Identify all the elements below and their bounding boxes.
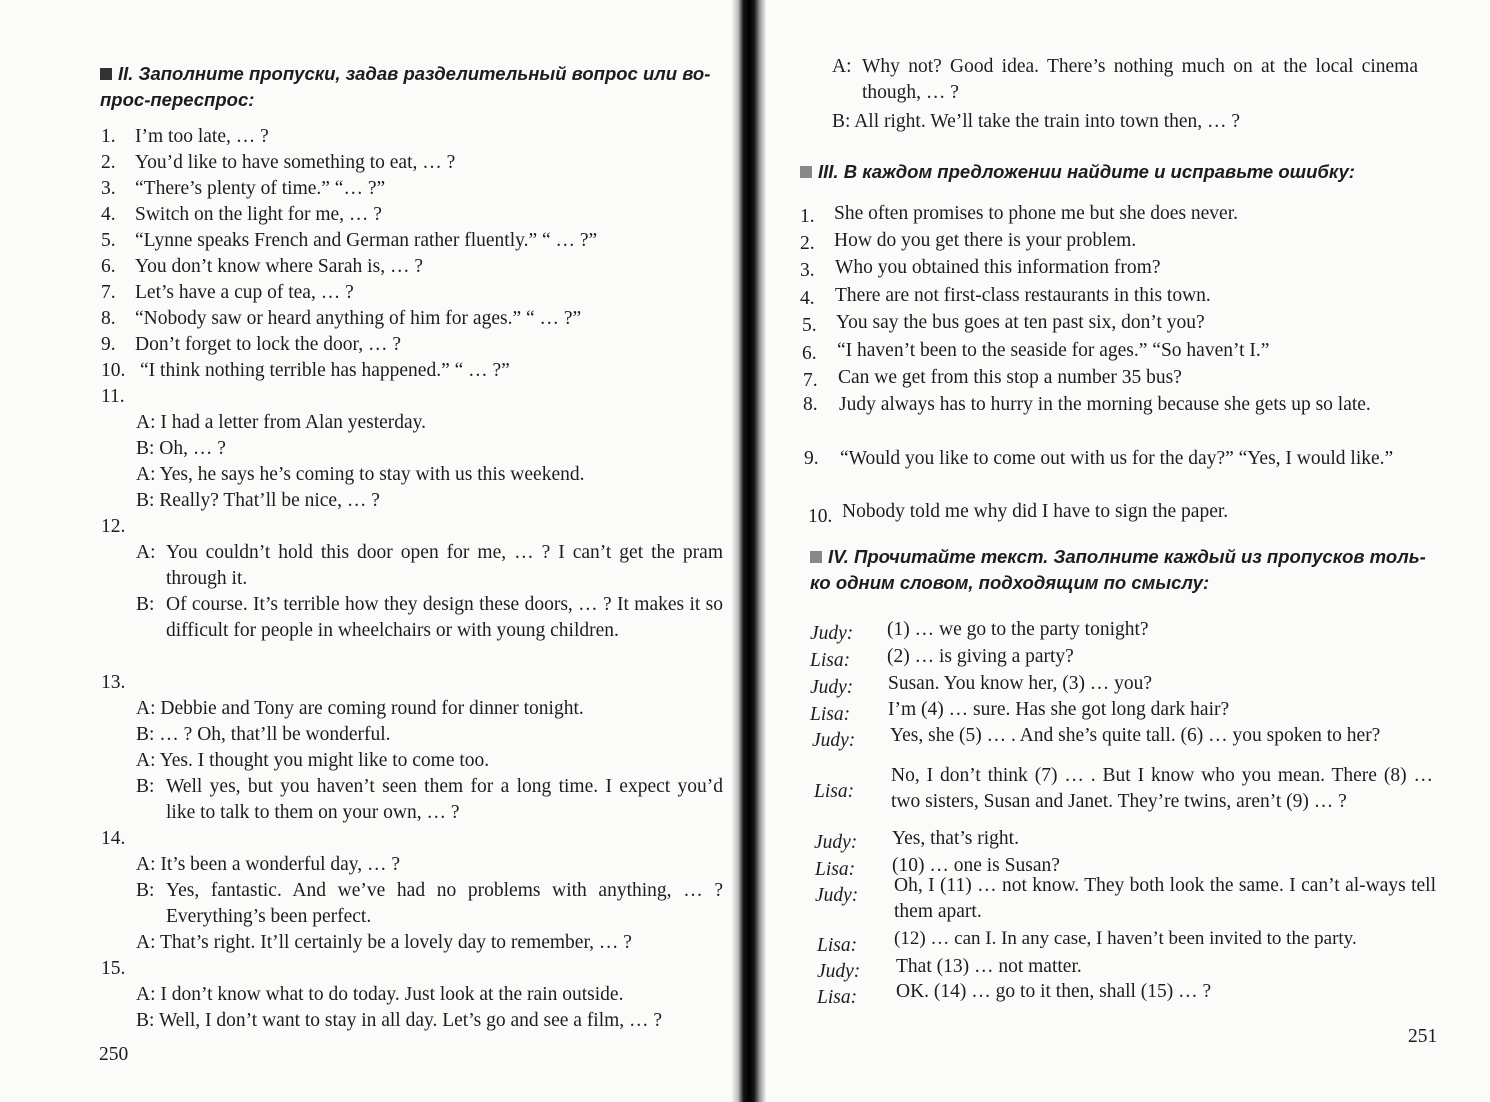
exercise-3-heading-text: III. В каждом предложении найдите и исправьте ошибку: — [818, 161, 1355, 182]
exercise-3-heading — [800, 159, 1450, 185]
dialogue-line: A: I don’t know what to do today. Just look at the rain outside. — [136, 984, 624, 1005]
dialogue-line — [136, 540, 723, 592]
item-number: 15. — [101, 958, 126, 979]
item-number: 2. — [800, 233, 815, 254]
item-number: 14. — [101, 828, 126, 849]
list-item: Can we get from this stop a number 35 bus? — [838, 367, 1182, 388]
dialogue-line: Yes, she (5) … . And she’s quite tall. (6) … you spoken to her? — [890, 725, 1381, 746]
list-item: Don’t forget to lock the door, … ? — [135, 334, 402, 355]
speaker-label: Judy: — [817, 961, 861, 982]
item-number: 7. — [101, 282, 116, 303]
list-item: How do you get there is your problem. — [834, 230, 1137, 251]
item-number: 12. — [101, 516, 126, 537]
item-number: 5. — [802, 315, 817, 336]
speaker-label: Lisa: — [815, 859, 856, 880]
list-item: “I haven’t been to the seaside for ages.” “So haven’t I.” — [837, 340, 1270, 361]
page-number: 250 — [99, 1044, 129, 1065]
speaker-label: A: — [832, 56, 852, 77]
dialogue-line — [136, 878, 723, 930]
dialogue-line: (10) … one is Susan? — [892, 855, 1060, 876]
dialogue-line: B: Oh, … ? — [136, 438, 226, 459]
item-number: 8. — [101, 308, 116, 329]
dialogue-line: That (13) … not matter. — [896, 956, 1082, 977]
item-number: 8. — [803, 394, 818, 415]
speaker-label: A: — [136, 542, 156, 563]
dialogue-line: Susan. You know her, (3) … you? — [888, 673, 1153, 694]
book-spine-gutter — [732, 0, 766, 1102]
speaker-label: B: — [136, 880, 155, 901]
speaker-label: Judy: — [815, 885, 859, 906]
dialogue-line: OK. (14) … go to it then, shall (15) … ? — [896, 981, 1212, 1002]
speaker-label: B: — [136, 594, 155, 615]
dialogue-text: Why not? Good idea. There’s nothing much on at the local cinema though, … ? — [862, 56, 1418, 103]
list-item: Who you obtained this information from? — [835, 257, 1161, 278]
item-number: 5. — [101, 230, 116, 251]
exercise-4-heading-line2: ко одним словом, подходящим по смыслу: — [810, 572, 1210, 593]
exercise-4-heading-line1: IV. Прочитайте текст. Заполните каждый из пропусков толь- — [828, 546, 1426, 567]
speaker-label: B: — [136, 776, 155, 797]
dialogue-line — [136, 774, 723, 826]
dialogue-line: A: That’s right. It’ll certainly be a lovely day to remember, … ? — [136, 932, 632, 953]
item-number: 11. — [101, 386, 125, 407]
item-number: 6. — [802, 343, 817, 364]
item-number: 10. — [101, 360, 126, 381]
right-page — [772, 0, 1490, 1102]
item-number: 3. — [101, 178, 116, 199]
left-page — [0, 0, 742, 1102]
item-number: 2. — [101, 152, 116, 173]
dialogue-line: Oh, I (11) … not know. They both look the same. I can’t al-ways tell them apart. — [894, 875, 1436, 922]
item-number: 4. — [101, 204, 116, 225]
list-item: “There’s plenty of time.” “… ?” — [135, 178, 386, 199]
dialogue-line — [832, 54, 1418, 106]
dialogue-line — [136, 592, 723, 644]
list-item: You don’t know where Sarah is, … ? — [135, 256, 423, 277]
speaker-label: Lisa: — [810, 704, 851, 725]
dialogue-line: Yes, that’s right. — [892, 828, 1019, 849]
list-item — [804, 446, 1434, 472]
list-item-text: Judy always has to hurry in the morning because she gets up so late. — [839, 394, 1371, 415]
item-number: 1. — [800, 206, 815, 227]
item-number: 13. — [101, 672, 126, 693]
speaker-label: Lisa: — [810, 650, 851, 671]
page-number: 251 — [1408, 1026, 1438, 1047]
dialogue-line: (1) … we go to the party tonight? — [887, 619, 1149, 640]
item-number: 6. — [101, 256, 116, 277]
dialogue-line: A: Yes. I thought you might like to come too. — [136, 750, 490, 771]
list-item: You’d like to have something to eat, … ? — [135, 152, 456, 173]
list-item — [803, 392, 1423, 418]
item-number: 10. — [808, 506, 833, 527]
speaker-label: Judy: — [812, 730, 856, 751]
square-bullet-icon — [810, 551, 822, 563]
item-number: 1. — [101, 126, 116, 147]
exercise-2-heading — [100, 61, 730, 113]
speaker-label: Lisa: — [817, 935, 858, 956]
speaker-label: Judy: — [810, 623, 854, 644]
exercise-2-heading-line2: прос-переспрос: — [100, 89, 255, 110]
dialogue-line: A: It’s been a wonderful day, … ? — [136, 854, 401, 875]
dialogue-text: You couldn’t hold this door open for me, … ? I can’t get the pram through it. — [166, 542, 723, 589]
list-item: I’m too late, … ? — [135, 126, 269, 147]
list-item: She often promises to phone me but she does never. — [834, 203, 1239, 224]
dialogue-line: (12) … can I. In any case, I haven’t been invited to the party. — [894, 928, 1357, 949]
item-number: 4. — [800, 288, 815, 309]
dialogue-line: B: … ? Oh, that’ll be wonderful. — [136, 724, 391, 745]
exercise-2-heading-line1: II. Заполните пропуски, задав разделительный вопрос или во- — [118, 63, 711, 84]
speaker-label: Judy: — [814, 832, 858, 853]
item-number: 9. — [101, 334, 116, 355]
exercise-4-heading — [810, 544, 1450, 596]
list-item: You say the bus goes at ten past six, don’t you? — [836, 312, 1205, 333]
dialogue-line: B: Really? That’ll be nice, … ? — [136, 490, 380, 511]
square-bullet-icon — [100, 68, 112, 80]
speaker-label: Lisa: — [817, 987, 858, 1008]
dialogue-text: Yes, fantastic. And we’ve had no problems with anything, … ? Everything’s been perfect. — [166, 880, 723, 927]
item-number: 9. — [804, 448, 819, 469]
dialogue-line: B: All right. We’ll take the train into town then, … ? — [832, 111, 1241, 132]
dialogue-line: B: Well, I don’t want to stay in all day. Let’s go and see a film, … ? — [136, 1010, 663, 1031]
list-item: “Nobody saw or heard anything of him for ages.” “ … ?” — [135, 308, 582, 329]
list-item-text: “Would you like to come out with us for the day?” “Yes, I would like.” — [840, 448, 1394, 469]
dialogue-text: Well yes, but you haven’t seen them for a long time. I expect you’d like to talk to them on your own, … ? — [166, 776, 723, 823]
list-item: Nobody told me why did I have to sign the paper. — [842, 501, 1229, 522]
list-item: There are not first-class restaurants in this town. — [835, 285, 1211, 306]
dialogue-line: I’m (4) … sure. Has she got long dark hair? — [888, 699, 1230, 720]
item-number: 7. — [803, 370, 818, 391]
square-bullet-icon — [800, 166, 812, 178]
list-item: Switch on the light for me, … ? — [135, 204, 382, 225]
speaker-label: Judy: — [810, 677, 854, 698]
dialogue-line: A: I had a letter from Alan yesterday. — [136, 412, 427, 433]
list-item: Let’s have a cup of tea, … ? — [135, 282, 354, 303]
list-item: “I think nothing terrible has happened.” “ … ?” — [140, 360, 510, 381]
dialogue-line: (2) … is giving a party? — [887, 646, 1074, 667]
list-item: “Lynne speaks French and German rather fluently.” “ … ?” — [135, 230, 598, 251]
speaker-label: Lisa: — [814, 781, 855, 802]
dialogue-text: Of course. It’s terrible how they design these doors, … ? It makes it so difficult for people in wheelchairs or with young children. — [166, 594, 723, 641]
dialogue-line: A: Debbie and Tony are coming round for dinner tonight. — [136, 698, 584, 719]
item-number: 3. — [800, 260, 815, 281]
dialogue-line: No, I don’t think (7) … . But I know who you mean. There (8) … two sisters, Susan and Janet. They’re twins, aren’t (9) … ? — [891, 765, 1433, 812]
dialogue-line: A: Yes, he says he’s coming to stay with us this weekend. — [136, 464, 585, 485]
